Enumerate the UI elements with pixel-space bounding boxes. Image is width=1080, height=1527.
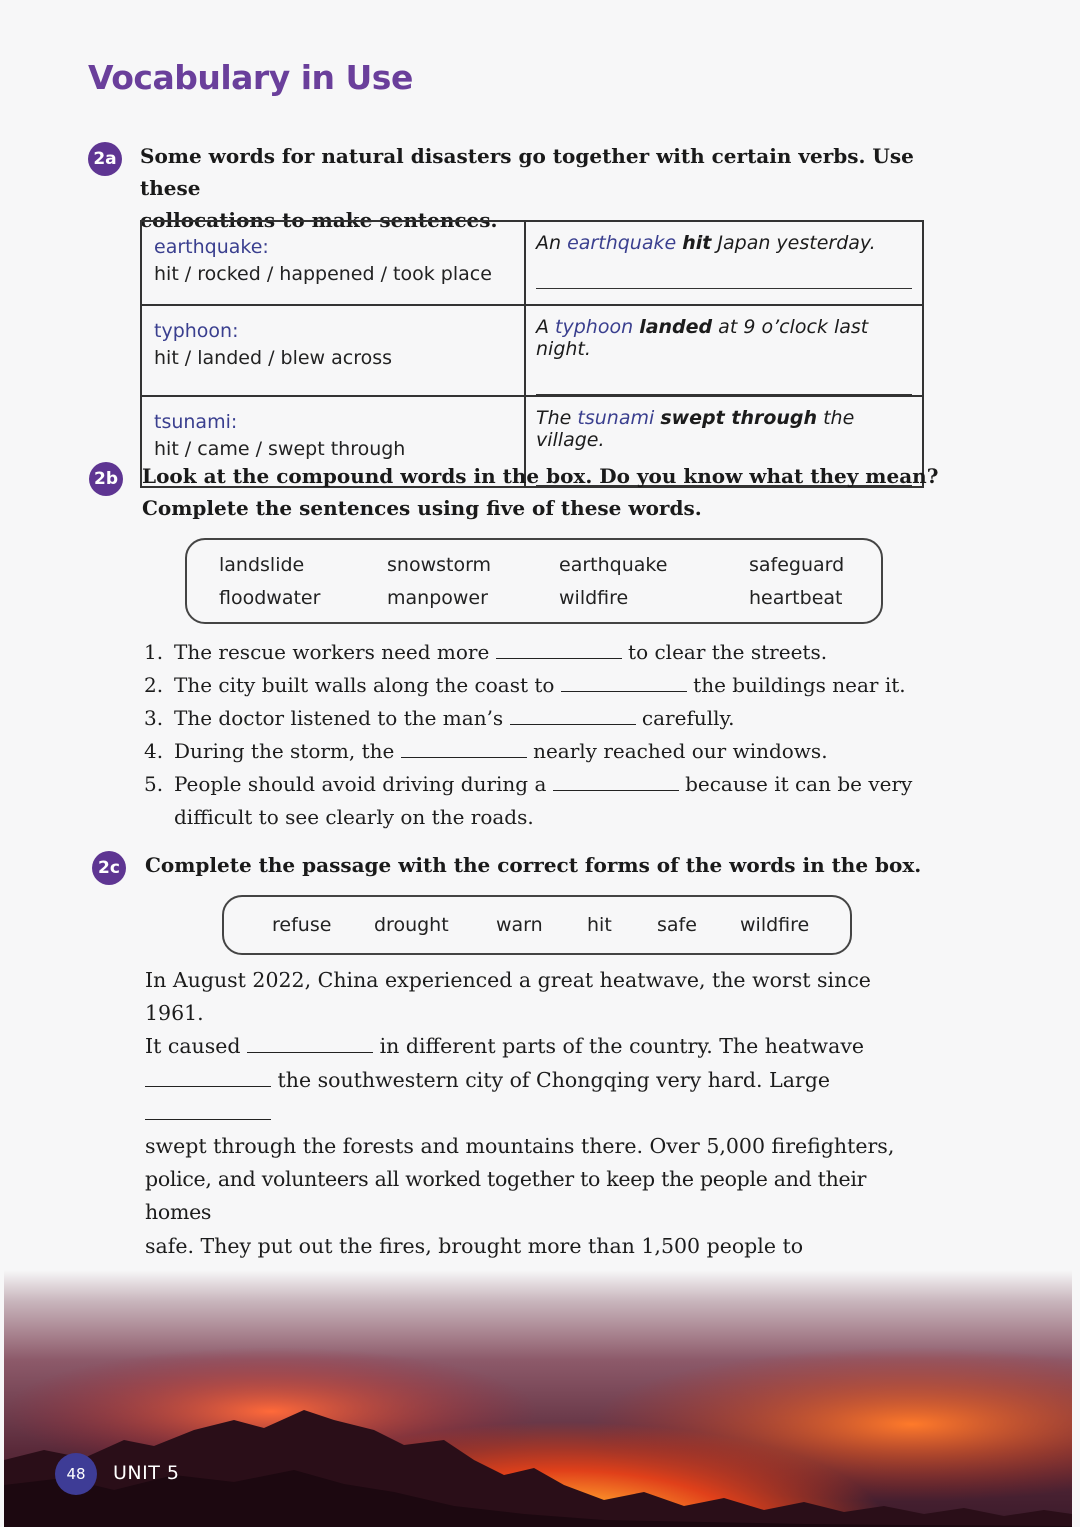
word-option: wildfire (559, 587, 629, 609)
instruction-line: Some words for natural disasters go together with certain verbs. Use these (140, 144, 914, 200)
verb-list: hit / landed / blew across (154, 347, 393, 369)
example-cell (525, 221, 923, 305)
passage-line: It caused in different parts of the country. The heatwave (145, 1034, 865, 1059)
wildfire-illustration (4, 1270, 1072, 1527)
list-item: 2. The city built walls along the coast to the buildings near it. (144, 673, 906, 697)
passage-line: swept through the forests and mountains there. Over 5,000 firefighters, (145, 1134, 895, 1159)
instruction-line: collocations to make sentences. (140, 208, 498, 232)
sentence-list (144, 636, 924, 834)
collocation-cell (141, 305, 525, 396)
verb-list: hit / came / swept through (154, 438, 406, 460)
passage-word-box (222, 895, 852, 955)
word-option: safeguard (749, 554, 845, 576)
exercise-2b-badge: 2b (89, 462, 123, 496)
exercise-2b-instruction (142, 460, 942, 524)
exercise-2a-badge: 2a (88, 142, 122, 176)
passage-line: safe. They put out the fires, brought more than 1,500 people to (145, 1230, 935, 1296)
word-option: safe (657, 914, 697, 936)
example-cell (525, 305, 923, 396)
answer-blank[interactable] (401, 739, 527, 758)
word-option: hit (587, 914, 612, 936)
word-option: wildfire (740, 914, 810, 936)
collocation-table (140, 220, 924, 488)
answer-blank[interactable] (496, 640, 622, 659)
table-row (141, 221, 923, 305)
disaster-word: typhoon: (154, 320, 239, 342)
instruction-line: Complete the sentences using five of these words. (142, 496, 702, 520)
page-title: Vocabulary in Use (88, 58, 413, 97)
answer-line[interactable] (536, 258, 912, 289)
list-item: 4. During the storm, the nearly reached our windows. (144, 739, 828, 763)
passage-line: In August 2022, China experienced a great heatwave, the worst since 1961. (145, 968, 871, 1026)
word-option: refuse (272, 914, 332, 936)
list-item: 1. The rescue workers need more to clear the streets. (144, 640, 828, 664)
word-option: earthquake (559, 554, 668, 576)
exercise-2c-instruction: Complete the passage with the correct forms of the words in the box. (145, 853, 922, 877)
table-row (141, 305, 923, 396)
answer-blank[interactable] (561, 673, 687, 692)
unit-label: UNIT 5 (113, 1462, 180, 1484)
word-option: heartbeat (749, 587, 843, 609)
word-option: floodwater (219, 587, 321, 609)
passage-line: police, and volunteers all worked together to keep the people and their homes (145, 1167, 867, 1225)
word-option: landslide (219, 554, 305, 576)
answer-blank[interactable] (510, 706, 636, 725)
answer-blank[interactable] (247, 1034, 373, 1053)
word-option: drought (374, 914, 449, 936)
list-item: 5. People should avoid driving during a because it can be very difficult to see clearly on the roads. (144, 772, 913, 829)
wildfire-photo (4, 1270, 1072, 1527)
page-number: 48 (55, 1453, 97, 1495)
instruction-line: Look at the compound words in the box. Do you know what they mean? (142, 464, 939, 488)
word-option: snowstorm (387, 554, 492, 576)
exercise-2c-badge: 2c (92, 851, 126, 885)
word-option: warn (496, 914, 543, 936)
example-sentence: A typhoon landed at 9 o’clock last night. (536, 316, 869, 360)
disaster-word: tsunami: (154, 411, 238, 433)
disaster-word: earthquake: (154, 236, 269, 258)
answer-blank[interactable] (145, 1101, 271, 1120)
list-item: 3. The doctor listened to the man’s carefully. (144, 706, 735, 730)
example-sentence: The tsunami swept through the village. (536, 407, 855, 451)
collocation-cell (141, 221, 525, 305)
passage-line: the southwestern city of Chongqing very hard. Large (145, 1064, 935, 1130)
example-sentence: An earthquake hit Japan yesterday. (536, 232, 876, 254)
answer-line[interactable] (536, 364, 912, 395)
compound-word-box (185, 538, 883, 624)
answer-blank[interactable] (553, 772, 679, 791)
verb-list: hit / rocked / happened / took place (154, 263, 492, 285)
answer-blank[interactable] (145, 1068, 271, 1087)
word-option: manpower (387, 587, 488, 609)
